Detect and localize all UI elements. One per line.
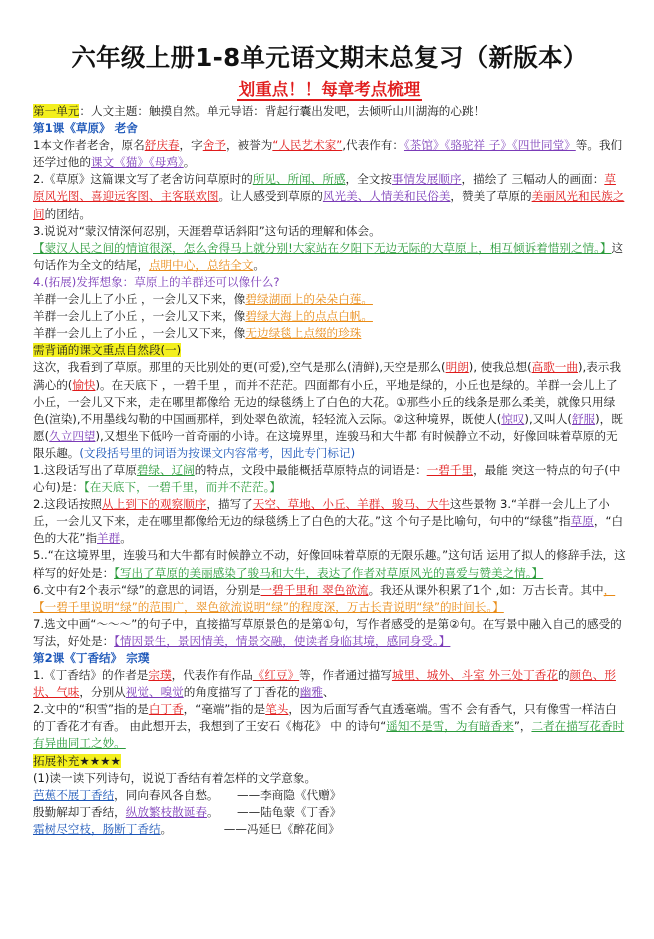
passage-q7 <box>33 616 626 650</box>
answer: 【情因景生，景因情美，情景交融，使读者身临其境，感同身受。】 <box>114 633 451 648</box>
poem-text: ，同向春风各自愁。 <box>114 787 219 802</box>
text: 1.这段话写出了草原 <box>33 462 137 477</box>
text: ，因为后面写香气直透毫端。雪不 会有香气，只有像雪一样洁白的丁香花才有香。 由此想开去，我想到了王安石《梅花》 中 的诗句“ <box>33 702 617 734</box>
extension-question: (1)读一读下列诗句，说说丁香结有着怎样的文学意象。 <box>33 770 317 785</box>
answer: 从上到下的观察顺序 <box>102 497 207 512</box>
text: 。 <box>183 155 196 170</box>
unit1-intro <box>33 103 626 120</box>
text: ，全文按 <box>345 172 392 187</box>
document-title: 六年级上册1-8单元语文期末总复习（新版本） <box>71 43 588 72</box>
text: ”， <box>513 719 532 734</box>
poem-highlight: 霜树尽空枝，肠断丁香结 <box>33 821 161 836</box>
answer: 羊群 <box>96 531 121 546</box>
text: )。在天底下 ，一碧千里 ，而并不茫茫。四面都有小丘，平地是绿的，小丘也是绿的。羊群一会儿上了小丘，一会儿又下来，走在哪里都像给 无边的绿毯绣上了白色的大花。①那些小丘的线条是那么柔美，就像只用绿色(渲染),不用墨线勾勒的中国画那样，到处翠色欲流，轻轻流入云际。②这种境界，既使人( <box>33 377 618 426</box>
text: 。我还从课外积累了1个 ,如：万古长青。其中 <box>368 582 604 597</box>
answer: 惊叹 <box>501 411 525 426</box>
text: ，描绘了 三幅动人的画面： <box>461 172 605 187</box>
answer: 愉快 <box>72 377 96 392</box>
answer: 课文《猫》《母鸡》 <box>90 155 184 170</box>
text: ，最能 突这一特点的句子(中心句)是： <box>33 462 621 495</box>
text: 6.文中有2个表示“绿”的意思的词语，分别是 <box>33 582 261 597</box>
answer: 舒庆春 <box>144 138 180 153</box>
lesson2-title: 第2课《丁香结》 宗璞 <box>33 651 150 665</box>
text: 的角度描写了丁香花的 <box>183 685 300 700</box>
recite-passage <box>33 359 626 462</box>
document-subtitle <box>33 79 626 101</box>
answer: 美丽风光和民族之间 <box>33 189 625 221</box>
question: 4.(拓展)发挥想象：草原上的羊群还可以像什么? <box>33 274 280 289</box>
poem-highlight: 纵放繁枝散诞春 <box>125 804 207 819</box>
answer: 视觉、嗅觉 <box>125 685 184 700</box>
answer: ，【一碧千里说明“绿”的范围广，翠色欲流说明“绿”的程度深，万古长青说明“绿”的时间长。】 <box>33 582 616 614</box>
text: ，被誉为 <box>225 138 273 153</box>
text: 2.这段话按照 <box>33 497 103 512</box>
answer: 事情发展顺序 <box>391 172 462 187</box>
question: 3.说说对“蒙汉情深何忍别，天涯碧草话斜阳”这句话的理解和体会。 <box>33 223 381 238</box>
answer: 碧绿大海上的点点白帆。 <box>245 309 373 324</box>
passage-q1 <box>33 462 626 496</box>
unit1-theme: ：人文主题：触摸自然。单元导语：背起行囊出发吧，去倾听山川湖海的心跳！ <box>79 104 486 118</box>
text: ,代表作有： <box>342 138 404 153</box>
text: 的特点，文段中最能概括草原特点的词语是： <box>194 462 427 477</box>
text: ，赞美了草原的 <box>450 189 532 204</box>
text: 。让人感受到草原的 <box>218 189 323 204</box>
text: ，分别从 <box>79 685 126 700</box>
poem-author: ——冯延巳《醉花间》 <box>223 821 340 836</box>
text: ),表示我满心的( <box>33 360 621 392</box>
text: 7.选文中画“～～～”的句子中，直接描写草原景色的是第①句，写作者感受的是第②句。在写景中融入自己的感受的写法，好处是： <box>33 616 622 648</box>
text: ，“白色的大花”指 <box>33 514 624 546</box>
answer: 天空、草地、小丘、羊群、骏马、大牛 <box>252 497 450 512</box>
answer: 《红豆》 <box>252 668 300 683</box>
answer: 点明中心，总结全文 <box>148 257 254 272</box>
passage-q6 <box>33 582 626 616</box>
answer: “人民艺术家” <box>272 138 343 153</box>
poem-highlight: 芭蕉不展丁香结 <box>33 787 115 802</box>
answer: 草原 <box>570 514 594 529</box>
text: ，字 <box>179 138 203 153</box>
answer: 城里、城外、斗室 外三处丁香花 <box>391 668 558 683</box>
poem-author: ——李商隐《代赠》 <box>236 787 342 802</box>
text: 2.文中的“积雪”指的是 <box>33 702 149 717</box>
text: ),又叫人( <box>524 411 572 426</box>
text: 羊群一会儿上了小丘 ，一会儿又下来，像 <box>33 292 246 307</box>
text: ，描写了 <box>206 497 253 512</box>
lesson1-q1 <box>33 137 626 171</box>
text: 这句话作为全文的结尾， <box>33 240 624 272</box>
poem-text: 殷勤解却丁香结， <box>33 804 126 819</box>
sheep-line-3 <box>33 325 626 342</box>
text: 2.《草原》这篇课文写了老舍访问草原时的 <box>33 172 253 187</box>
extension-label: 拓展补充★★★★ <box>33 753 121 768</box>
answer: 所见、所闻、所感 <box>252 172 346 187</box>
text: )，既愿( <box>33 411 623 443</box>
answer: 幽雅 <box>299 685 323 700</box>
note: (文段括号里的词语为按课文内容常考，因此专门标记) <box>79 445 356 460</box>
poem-author: ——陆龟蒙《丁香》 <box>236 804 342 819</box>
answer: 一碧千里 <box>426 462 474 477</box>
text: 的团结。 <box>44 206 91 221</box>
sheep-line-1 <box>33 291 626 308</box>
text: 1.《丁香结》的作者是 <box>33 668 149 683</box>
answer: 无边绿毯上点缀的珍珠 <box>245 326 362 341</box>
text: ), 使我总想( <box>468 360 532 375</box>
answer: 草原风光图、喜迎远客图、主客联欢图 <box>33 172 616 204</box>
lesson1-q4 <box>33 274 626 291</box>
text: 羊群一会儿上了小丘 ，一会儿又下来，像 <box>33 326 246 341</box>
subtitle-text: 划重点！！每章考点梳理 <box>238 80 421 99</box>
sheep-line-2 <box>33 308 626 325</box>
extension-section <box>33 753 626 770</box>
passage-q2 <box>33 496 626 547</box>
answer: 高歌一曲 <box>531 360 578 375</box>
answer: 二者在描写花香时有异曲同工之妙。 <box>33 719 625 751</box>
text: ，代表作有作品 <box>171 668 253 683</box>
recite-section <box>33 342 626 359</box>
answer: 白丁香 <box>148 702 184 717</box>
text: 羊群一会儿上了小丘 ，一会儿又下来，像 <box>33 309 246 324</box>
lesson1-q3 <box>33 223 626 274</box>
unit1-label: 第一单元 <box>33 104 80 118</box>
answer: 《茶馆》《骆驼祥 子》《四世同堂》 <box>403 138 576 153</box>
text: 5..“在这境界里，连骏马和大牛都有时候静立不动，好像回味着草原的无限乐趣。”这句话 运用了拟人的修辞手法，这样写的好处是： <box>33 548 626 580</box>
text: ),又想坐下低吟一首奇丽的小诗。在这境界里，连骏马和大牛都 有时候静立不动，好像回味着草原的无限乐趣。 <box>33 428 618 460</box>
answer: 久立四望 <box>49 428 96 443</box>
passage-q5 <box>33 547 626 581</box>
poem-text: 。 <box>206 804 219 819</box>
text: 等，作者通过描写 <box>299 668 392 683</box>
text: 等。我们还学过他的 <box>33 138 623 170</box>
poem-line-2 <box>33 804 626 821</box>
text: 。 <box>120 531 132 546</box>
text: 、 <box>322 685 335 700</box>
poem-text: 。 <box>160 821 173 836</box>
answer: 遥知不是雪，为有暗香来 <box>386 719 514 734</box>
text: 这些景物 3.“羊群一会儿上了小丘，一会儿又下来，走在哪里都像给无边的绿毯绣上了白色的大花。”这 个句子是比喻句，句中的“绿毯”指 <box>33 497 610 529</box>
recite-label: 需背诵的课文重点自然段(一) <box>33 343 182 358</box>
answer: 宗璞 <box>148 668 172 683</box>
text: 1本文作者老舍，原名 <box>33 138 145 153</box>
answer: 一碧千里和 翠色欲流 <box>260 582 369 597</box>
lesson1-title: 第1课《草原》 老舍 <box>33 121 138 136</box>
answer: 【写出了草原的美丽感染了骏马和大牛，表达了作者对草原风光的喜爱与赞美之情。】 <box>114 565 544 580</box>
answer: 碧绿、辽阔 <box>136 462 195 477</box>
lesson2-q1 <box>33 667 626 701</box>
answer: 颜色、形状、气味 <box>33 668 616 700</box>
poem-line-3 <box>33 821 626 838</box>
lesson1-q2 <box>33 171 626 222</box>
answer: 舒服 <box>571 411 596 426</box>
answer: 【蒙汉人民之间的情谊很深，怎么舍得马上就分别!大家站在夕阳下无边无际的大草原上，相互倾诉着惜别之情。】 <box>33 240 612 255</box>
text: 这次，我看到了草原。那里的天比别处的更(可爱),空气是那么(清鲜),天空是那么( <box>33 360 446 375</box>
text: 的 <box>557 668 570 683</box>
answer: 明朗 <box>445 360 469 375</box>
text: 。 <box>253 257 265 272</box>
poem-line-1 <box>33 787 626 804</box>
answer: 笔头 <box>265 702 289 717</box>
answer: 碧绿湖面上的朵朵白莲。 <box>245 292 373 307</box>
text: ，“毫端”指的是 <box>183 702 266 717</box>
answer: 舍予 <box>202 138 226 153</box>
lesson2-q2 <box>33 701 626 752</box>
answer: 风光美、人情美和民俗美 <box>322 189 451 204</box>
answer: 【在天底下，一碧千里，而并不茫茫。】 <box>83 480 281 495</box>
